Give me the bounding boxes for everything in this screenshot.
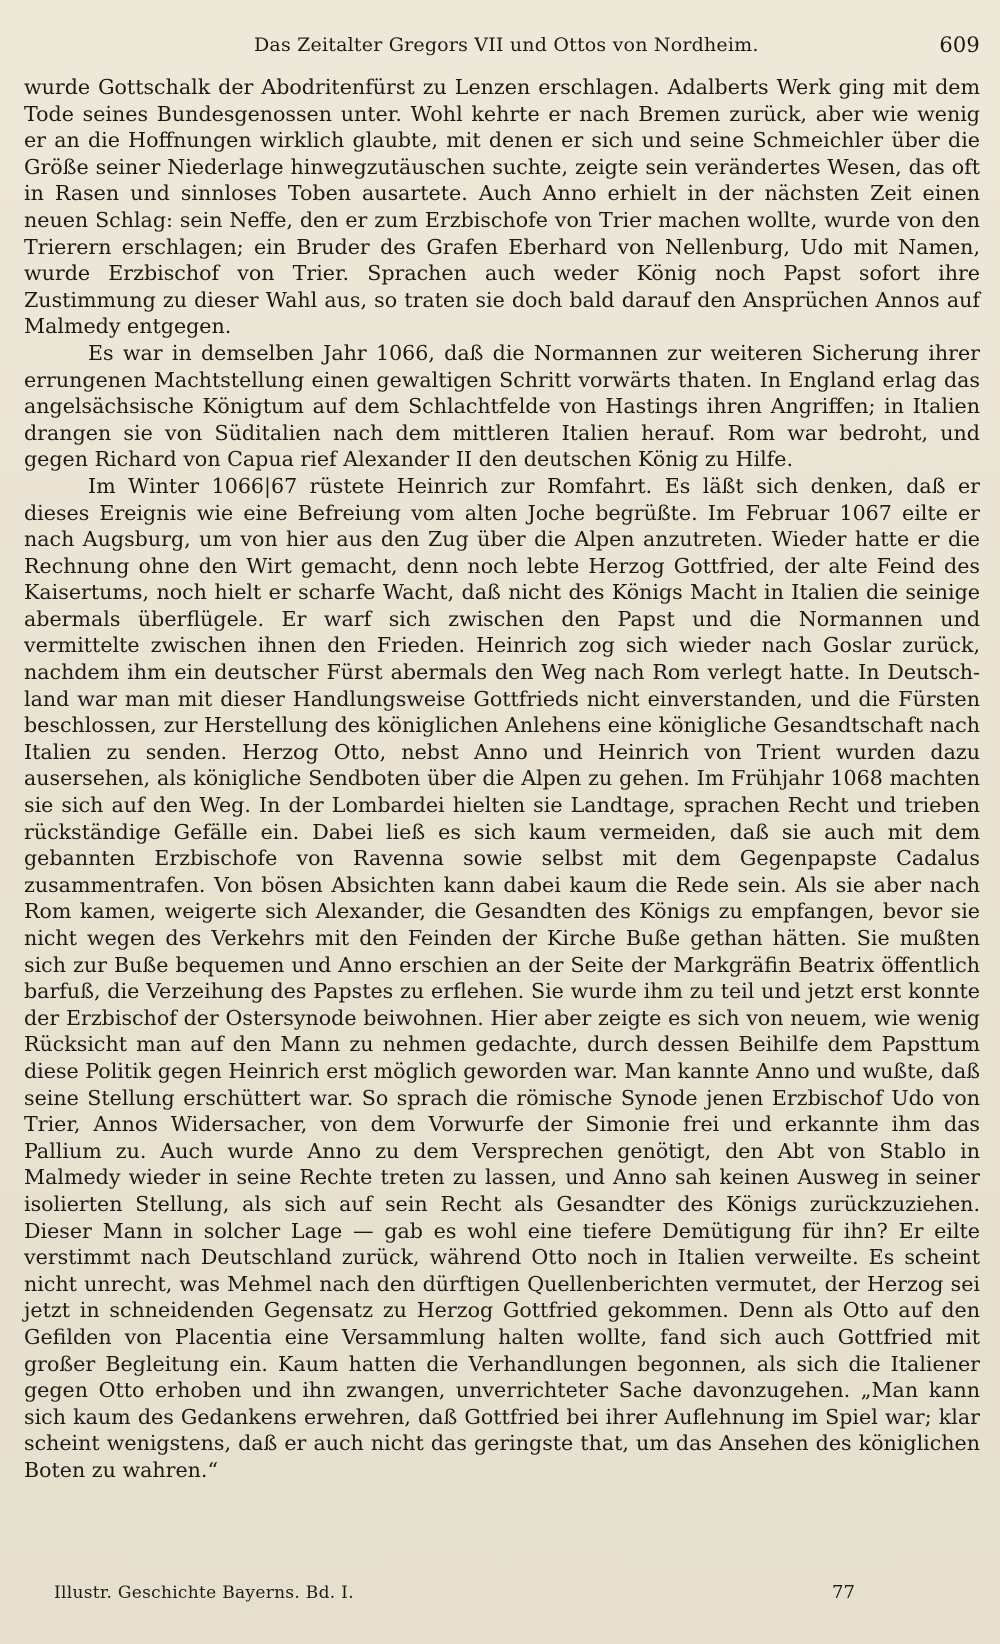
- running-head: [24, 30, 980, 60]
- paragraph-continued: wurde Gottschalk der Abodritenfürst zu Lenzen erschlagen. Adalberts Werk ging mit dem Tode seines Bundesgenossen unter. Wohl kehrte er nach Bremen zurück, aber wie wenig er an die Hoffnungen wirklich glaubte, mit denen er sich und seine Schmeichler über die Größe seiner Niederlage hinwegzutäuschen suchte, zeigte sein verändertes Wesen, das oft in Rasen und sinnloses Toben ausartete. Auch Anno erhielt in der nächsten Zeit einen neuen Schlag: sein Neffe, den er zum Erzbischofe von Trier machen wollte, wurde von den Trierern erschlagen; ein Bruder des Grafen Eberhard von Nellenburg, Udo mit Namen, wurde Erzbischof von Trier. Sprachen auch weder König noch Papst sofort ihre Zustimmung zu dieser Wahl aus, so traten sie doch bald darauf den Ansprüchen Annos auf Malmedy entgegen.: [24, 75, 980, 339]
- signature-mark: 77: [832, 1582, 855, 1603]
- body-text: [24, 74, 980, 1483]
- page-footer: [24, 1580, 980, 1606]
- paragraph-romfahrt: Im Winter 1066|67 rüstete Heinrich zur Romfahrt. Es läßt sich denken, daß er dieses Ereignis wie eine Befreiung vom alten Joche begrüßte. Im Februar 1067 eilte er nach Augsburg, um von hier aus den Zug über die Alpen anzutreten. Wieder hatte er die Rechnung ohne den Wirt gemacht, denn noch lebte Herzog Gottfried, der alte Feind des Kaisertums, noch hielt er scharfe Wacht, daß nicht des Königs Macht in Italien die seinige abermals überflügele. Er warf sich zwischen den Papst und die Normannen und vermittelte zwischen ihnen den Frieden. Heinrich zog sich wieder nach Goslar zurück, nachdem ihm ein deutscher Fürst abermals den Weg nach Rom verlegt hatte. In Deutschland war man mit dieser Handlungsweise Gottfrieds nicht einverstanden, und die Fürsten beschlossen, zur Herstellung des königlichen Anlehens eine königliche Gesandtschaft nach Italien zu senden. Herzog Otto, nebst Anno und Heinrich von Trient wurden dazu ausersehen, als königliche Sendboten über die Alpen zu gehen. Im Frühjahr 1068 machten sie sich auf den Weg. In der Lombardei hielten sie Landtage, sprachen Recht und trieben rückständige Gefälle ein. Dabei ließ es sich kaum vermeiden, daß sie auch mit dem gebannten Erzbischofe von Ravenna sowie selbst mit dem Gegenpapste Cadalus zusammentrafen. Von bösen Absichten kann dabei kaum die Rede sein. Als sie aber nach Rom kamen, weigerte sich Alexander, die Gesandten des Königs zu empfangen, bevor sie nicht wegen des Verkehrs mit den Feinden der Kirche Buße gethan hätten. Sie mußten sich zur Buße bequemen und Anno erschien an der Seite der Markgräfin Beatrix öffentlich barfuß, die Verzeihung des Papstes zu erflehen. Sie wurde ihm zu teil und jetzt erst konnte der Erzbischof der Ostersynode beiwohnen. Hier aber zeigte es sich von neuem, wie wenig Rücksicht man auf den Mann zu nehmen gedachte, durch dessen Beihilfe dem Papsttum diese Politik gegen Heinrich erst möglich geworden war. Man kannte Anno und wußte, daß seine Stellung erschüttert war. So sprach die römische Synode jenen Erzbischof Udo von Trier, Annos Widersacher, von dem Vorwurfe der Simonie frei und erkannte ihm das Pallium zu. Auch wurde Anno zu dem Versprechen genötigt, den Abt von Stablo in Malmedy wieder in seine Rechte treten zu lassen, und Anno sah keinen Ausweg in seiner isolierten Stellung, als sich auf sein Recht als Gesandter des Königs zurückzuziehen. Dieser Mann in solcher Lage — gab es wohl eine tiefere Demütigung für ihn? Er eilte verstimmt nach Deutschland zurück, während Otto noch in Italien verweilte. Es scheint nicht unrecht, was Mehmel nach den dürftigen Quellenberichten vermutet, der Herzog sei jetzt in schneidenden Gegensatz zu Herzog Gottfried gekommen. Denn als Otto auf den Gefilden von Placentia eine Versammlung halten wollte, fand sich auch Gottfried mit großer Begleitung ein. Kaum hatten die Verhandlungen begonnen, als sich die Italiener gegen Otto erhoben und ihn zwangen, unverrichteter Sache davonzugehen. „Man kann sich kaum des Gedankens erwehren, daß Gottfried bei ihrer Auflehnung im Spiel war; klar scheint wenigstens, daß er auch nicht das geringste that, um das Ansehen des königlichen Boten zu wahren.“: [24, 473, 980, 1482]
- footer-source: Illustr. Geschichte Bayerns. Bd. I.: [54, 1583, 354, 1603]
- page-number: 609: [939, 33, 980, 57]
- paragraph-normans: Es war in demselben Jahr 1066, daß die Normannen zur weiteren Sicherung ihrer errungenen Machtstellung einen gewaltigen Schritt vorwärts thaten. In England erlag das angelsächsische Königtum auf dem Schlachtfelde von Hastings ihren Angriffen; in Italien drangen sie von Süditalien nach dem mittleren Italien herauf. Rom war bedroht, und gegen Richard von Capua rief Alexander II den deutschen König zu Hilfe.: [24, 340, 980, 472]
- running-title: Das Zeitalter Gregors VII und Ottos von Nordheim.: [254, 34, 759, 56]
